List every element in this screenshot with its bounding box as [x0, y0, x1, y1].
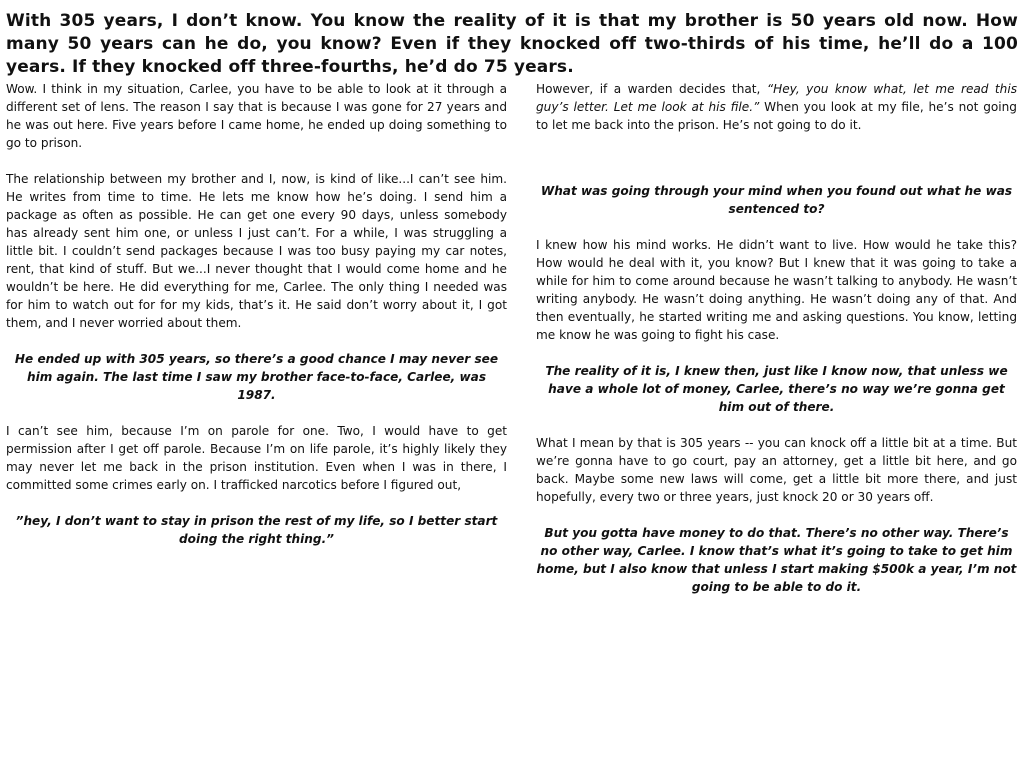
right-paragraph-1-tail: When you look at my file, he’s not going to let me back into the prison. He’s not going to do it. — [536, 100, 1017, 132]
left-pull-quote-1: He ended up with 305 years, so there’s a good chance I may never see him again. The last time I saw my brother face-to-face, Carlee, was 1987. — [14, 352, 499, 402]
right-paragraph-1-italic: “Hey, you know what, let me read this guy’s letter. Let me look at his file.” — [536, 82, 1018, 114]
right-paragraph-2: I knew how his mind works. He didn’t want to live. How would he take this? How would he deal with it, you know? But I knew that it was going to take a while for him to come around because he wasn’t talking to anybody. He wasn’t writing anybody. He wasn’t doing anything. He wasn’t doing any of that. And then eventually, he started writing me and asking questions. You know, letting me know he was going to fight his case. — [536, 238, 1017, 342]
left-pull-quote-2: ”hey, I don’t want to stay in prison the rest of my life, so I better start doing the right thing.” — [15, 514, 498, 546]
right-paragraph-3: What I mean by that is 305 years -- you can knock off a little bit at a time. But we’re gonna have to go court, pay an attorney, get a little bit here, and go back. Maybe some new laws will come, get a little bit more there, and just hopefully, every two or three years, just knock 20 or 30 years off. — [536, 436, 1017, 504]
left-paragraph-2: The relationship between my brother and I, now, is kind of like...I can’t see him. He writes from time to time. He lets me know how he’s doing. I send him a package as often as possible. He can get one every 90 days, unless somebody has already sent him one, or unless I just can’t. For a while, I was struggling a little bit. I couldn’t send packages because I was too busy paying my car notes, rent, that kind of stuff. But we...I never thought that I would come home and he wouldn’t be here. He did everything for me, Carlee. The only thing I needed was for him to watch out for for my kids, that’s it. He said don’t worry about it, I got them, and I never worried about them. — [6, 172, 507, 330]
left-paragraph-1: Wow. I think in my situation, Carlee, you have to be able to look at it through a different set of lens. The reason I say that is because I was gone for 27 years and he was out here. Five years before I came home, he ended up doing something to go to prison. — [6, 82, 507, 150]
right-column — [536, 80, 1017, 614]
interview-question: What was going through your mind when you found out what he was sentenced to? — [540, 184, 1013, 216]
left-paragraph-3: I can’t see him, because I’m on parole for one. Two, I would have to get permission after I get off parole. Because I’m on life parole, it’s highly likely they may never let me back in the prison institution. Even when I was in there, I committed some crimes early on. I trafficked narcotics before I figured out, — [6, 424, 507, 492]
spacer — [536, 152, 1017, 182]
right-paragraph-1 — [536, 80, 1017, 134]
right-pull-quote-1: The reality of it is, I knew then, just like I know now, that unless we have a whole lot of money, Carlee, there’s no way we’re gonna get him out of there. — [545, 364, 1008, 414]
right-pull-quote-2: But you gotta have money to do that. There’s no other way. There’s no other way, Carlee. I know that’s what it’s going to take to get him home, but I also know that unless I start making $500k a year, I’m not going to be able to do it. — [536, 526, 1017, 594]
left-column — [6, 80, 507, 566]
headline-quote: With 305 years, I don’t know. You know the reality of it is that my brother is 50 years old now. How many 50 years can he do, you know? Even if they knocked off two-thirds of his time, he’ll do a 100 years. If they knocked off three-fourths, he’d do 75 years. — [6, 11, 1018, 77]
right-paragraph-1-lead: However, if a warden decides that, — [536, 82, 767, 96]
